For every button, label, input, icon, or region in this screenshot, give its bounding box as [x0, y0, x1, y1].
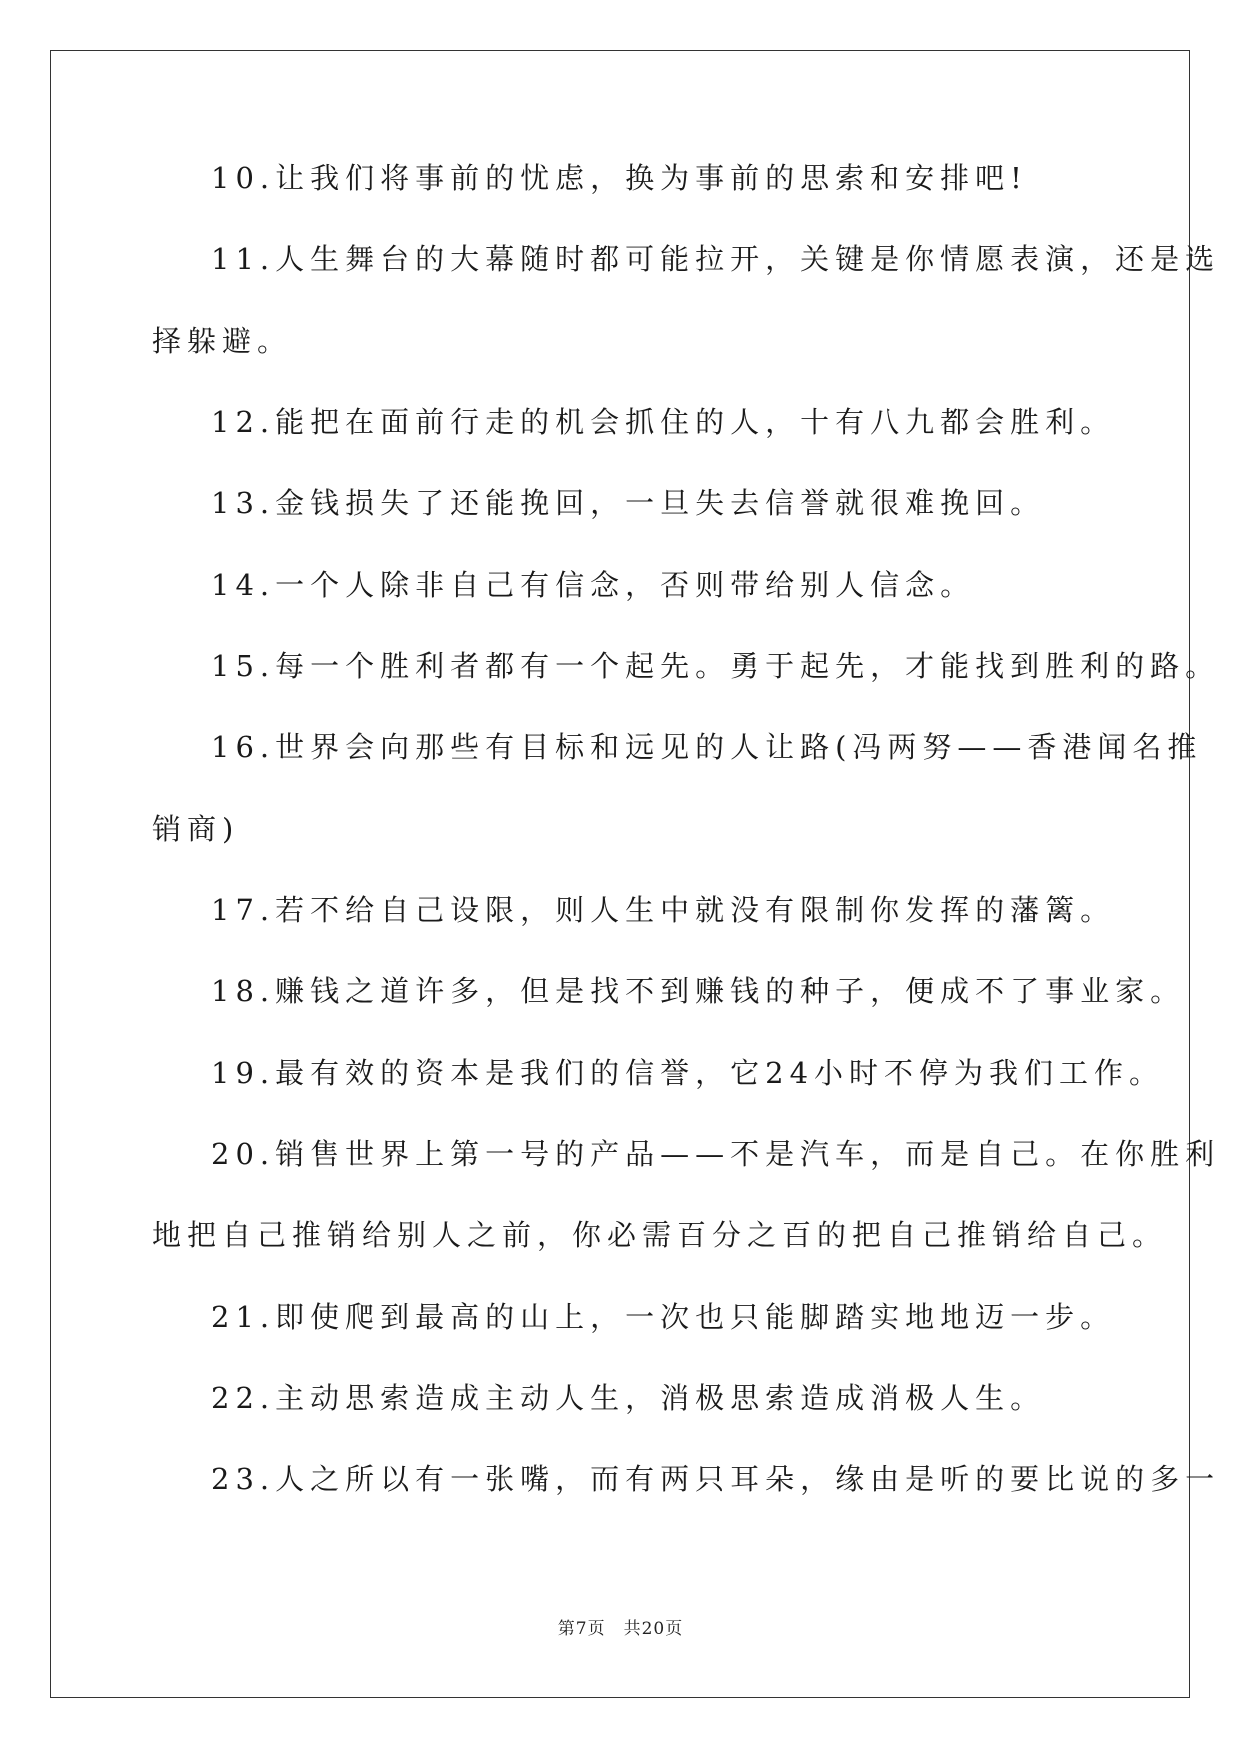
text-line: 14.一个人除非自己有信念，否则带给别人信念。 [211, 568, 976, 602]
text-line: 10.让我们将事前的忧虑，换为事前的思索和安排吧! [211, 161, 1028, 195]
text-line: 13.金钱损失了还能挽回，一旦失去信誉就很难挽回。 [211, 486, 1046, 520]
text-line: 15.每一个胜利者都有一个起先。勇于起先，才能找到胜利的路。 [211, 649, 1221, 683]
text-line: 销商) [152, 812, 240, 846]
text-line: 择躲避。 [152, 324, 293, 358]
text-line: 20.销售世界上第一号的产品——不是汽车，而是自己。在你胜利 [211, 1137, 1221, 1171]
text-line: 12.能把在面前行走的机会抓住的人，十有八九都会胜利。 [211, 405, 1116, 439]
text-line: 17.若不给自己设限，则人生中就没有限制你发挥的藩篱。 [211, 893, 1116, 927]
text-line: 16.世界会向那些有目标和远见的人让路(冯两努——香港闻名推 [211, 730, 1203, 764]
text-line: 19.最有效的资本是我们的信誉，它24小时不停为我们工作。 [211, 1056, 1165, 1090]
page-border [50, 50, 1190, 1698]
text-line: 22.主动思索造成主动人生，消极思索造成消极人生。 [211, 1381, 1046, 1415]
text-line: 11.人生舞台的大幕随时都可能拉开，关键是你情愿表演，还是选 [211, 242, 1221, 276]
text-line: 23.人之所以有一张嘴，而有两只耳朵，缘由是听的要比说的多一 [211, 1462, 1221, 1496]
text-line: 地把自己推销给别人之前，你必需百分之百的把自己推销给自己。 [152, 1218, 1168, 1252]
text-line: 18.赚钱之道许多，但是找不到赚钱的种子，便成不了事业家。 [211, 974, 1186, 1008]
text-line: 21.即使爬到最高的山上，一次也只能脚踏实地地迈一步。 [211, 1300, 1116, 1334]
page-footer: 第7页 共20页 [557, 1619, 684, 1639]
